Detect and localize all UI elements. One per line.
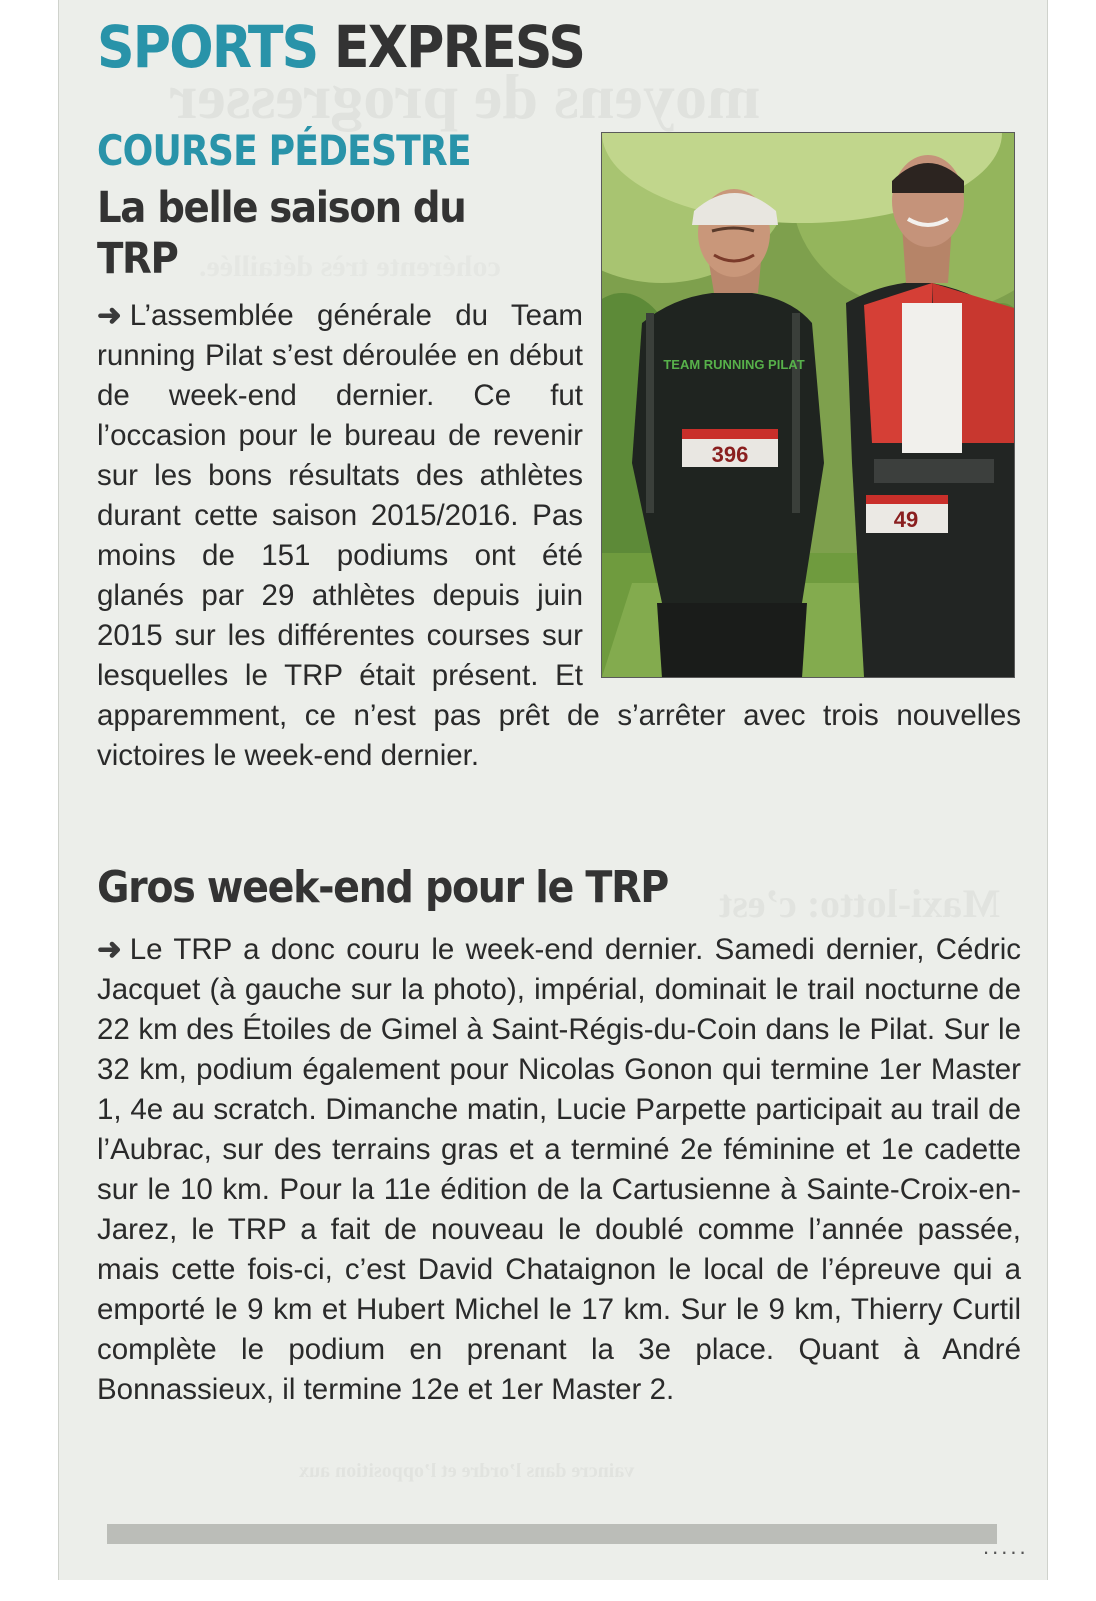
jersey-text: TEAM RUNNING PILAT — [663, 357, 805, 372]
bleed-through-text: Maxi-lotto: c’est — [719, 881, 1000, 926]
bleed-through-text: vaincre dans l’ordre et l’opposition aux — [299, 1460, 635, 1482]
masthead-sports: SPORTS — [97, 13, 318, 81]
article-1-body — [97, 296, 1021, 776]
scan-edge-strip — [107, 1524, 997, 1544]
article-1-title: La belle saison du TRP — [97, 183, 466, 284]
arrow-icon: ➜ — [97, 299, 122, 332]
photo-wrap-spacer — [609, 296, 1021, 688]
rubric-kicker: COURSE PÉDESTRE — [97, 126, 471, 175]
section-masthead — [97, 14, 584, 80]
masthead-express: EXPRESS — [333, 13, 585, 81]
article-1-text: L’assemblée générale du Team running Pilat s’est déroulée en début de week-end dernier. Ce fut l’occasion pour le bureau de revenir sur les bons résultats des athlètes durant cette saison 2015/2016. Pas moins de 151 podiums ont été glanés par 29 athlètes depuis juin 2015 sur les différentes courses sur lesquelles le TRP était présent. Et apparemment, ce n’est pas prêt de s’arrêter avec trois nouvelles victoires le week-end dernier. — [97, 299, 1021, 772]
bib-number-right: 49 — [893, 507, 919, 532]
bleed-through-text: cohérente très détaillée. — [199, 250, 501, 283]
article-2-text: Le TRP a donc couru le week-end dernier. Samedi dernier, Cédric Jacquet (à gauche sur la photo), impérial, dominait le trail nocturne de 22 km des Étoiles de Gimel à Saint-Régis-du-Coin dans le Pilat. Sur le 32 km, podium également pour Nicolas Gonon qui termine 1er Master 1, 4e au scratch. Dimanche matin, Lucie Parpette participait au trail de l’Aubrac, sur des terrains gras et a terminé 2e féminine et 1e cadette sur le 10 km. Pour la 11e édition de la Cartusienne à Sainte-Croix-en-Jarez, le TRP a fait de nouveau le doublé comme l’année passée, mais cette fois-ci, c’est David Chataignon le local de l’épreuve qui a emporté le 9 km et Hubert Michel le 17 km. Sur le 9 km, Thierry Curtil complète le podium en prenant la 3e place. Quant à André Bonnassieux, il termine 12e et 1er Master 2. — [97, 933, 1021, 1406]
bib-number-left: 396 — [711, 442, 749, 467]
article-2-body — [97, 930, 1021, 1410]
arrow-icon: ➜ — [97, 933, 122, 966]
article-2-title: Gros week-end pour le TRP — [97, 862, 668, 913]
newspaper-clipping — [58, 0, 1048, 1580]
footer-dots: ..... — [983, 1534, 1029, 1559]
bleed-through-text: moyens de progresser — [169, 61, 761, 132]
